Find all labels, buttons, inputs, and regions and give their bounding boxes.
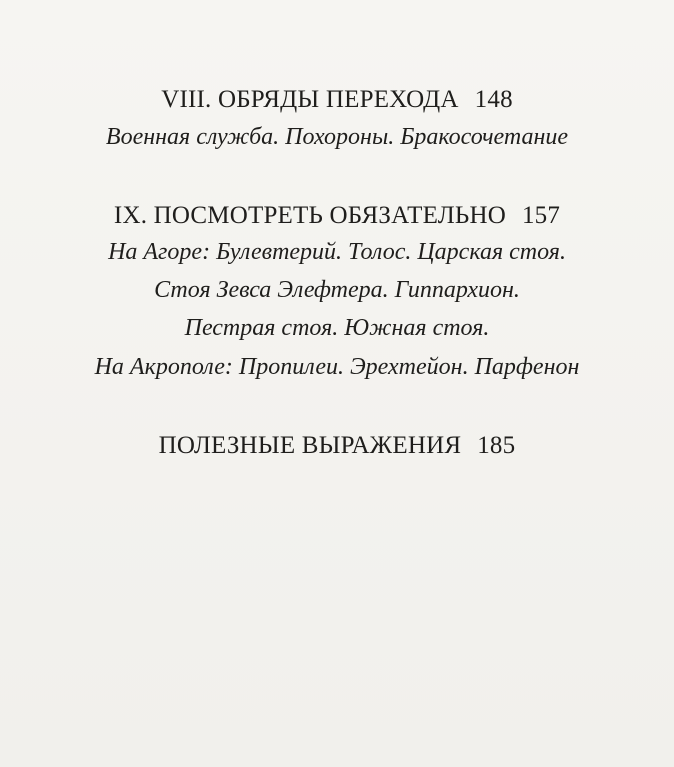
section-heading: ПОЛЕЗНЫЕ ВЫРАЖЕНИЯ xyxy=(158,432,462,459)
section-heading: VIII. ОБРЯДЫ ПЕРЕХОДА xyxy=(161,86,459,113)
toc-entry-must-see xyxy=(0,202,674,230)
toc-entry-rites-of-passage xyxy=(0,86,674,114)
page-number: 185 xyxy=(477,432,516,459)
toc-subitem: Пестрая стоя. Южная стоя. xyxy=(184,315,490,341)
page-number: 148 xyxy=(474,86,513,113)
section-heading: IX. ПОСМОТРЕТЬ ОБЯЗАТЕЛЬНО xyxy=(113,202,506,229)
page-number: 157 xyxy=(521,202,561,229)
toc-subitem: На Акрополе: Пропилеи. Эрехтейон. Парфенон xyxy=(94,354,580,380)
toc-subitem: Стоя Зевса Элефтера. Гиппархион. xyxy=(154,277,520,303)
toc-subitem: На Агоре: Булевтерий. Толос. Царская стоя. xyxy=(108,239,566,265)
toc-entry-useful-phrases xyxy=(0,432,674,460)
toc-subitem: Военная служба. Похороны. Бракосочетание xyxy=(105,124,569,150)
